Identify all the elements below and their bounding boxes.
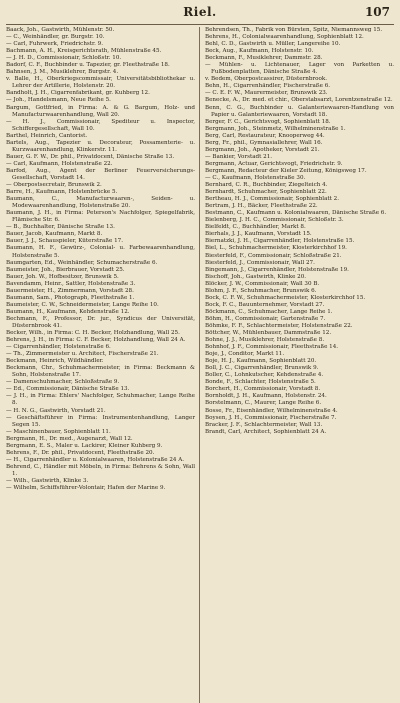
directory-entry: Bohnhof, J. F., Commissionair, Fleethstraße 14. — [205, 344, 339, 351]
directory-entry: Bechmann, F., Professor, Dr. jur., Syndicus der Universität, Düsternbrook 41. — [6, 315, 195, 329]
directory-entry: Bergmann, H., Dr. med., Augenarzt, Wall 12. — [6, 435, 133, 442]
directory-entry: Bartels, Aug., Tapezier u. Decorateur, Possamenterie- u. Kurzwaarenhandlung, Klinkerstr. 11. — [6, 139, 195, 153]
directory-entry: Behrens, F., Dr. phil., Privatdocent, Fleethstraße 20. — [6, 449, 155, 456]
directory-entry: Bock, F. C., Bauunternehmer, Vorstadt 27. — [205, 301, 325, 308]
directory-entry: — Maschinenbauer, Sophienblatt 11. — [6, 428, 111, 435]
directory-columns — [6, 25, 394, 703]
directory-entry: Bischoff, Joh., Gastwirth, Klinke 20. — [205, 273, 307, 280]
directory-entry: Bauer, Jacob, Kaufmann, Markt 8. — [6, 231, 103, 238]
directory-entry: Boje, H. J., Kaufmann, Sophienblatt 20. — [205, 358, 317, 365]
directory-entry: Boysen, J. H., Commissionair, Fischerstraße 7. — [205, 414, 337, 421]
directory-entry: Brandt, Carl, Architect, Sophienblatt 24 A. — [205, 428, 327, 435]
directory-entry: Borchert, H., Commissionair, Vorstadt 8. — [205, 386, 321, 393]
directory-entry: — Cigarrenhändler, Holstenstraße 6. — [6, 344, 111, 351]
directory-entry: Baumann, H. F., Gewürz-, Colonial- u. Farbewaarenhandlung, Holstenstraße 5. — [6, 245, 195, 259]
directory-entry: v. Bedem, Oberpostcassirer, Düsternbrook. — [205, 76, 327, 83]
directory-entry: Bauer, Joh. W., Hofbesitzer, Brunswik 5. — [6, 273, 119, 280]
directory-entry: Böhmke, F. F., Schlachtermeister, Holstenstraße 22. — [205, 322, 353, 329]
page-header — [6, 0, 394, 25]
directory-entry: Böttcher, W., Mühlenbauer, Dammstraße 12. — [205, 330, 332, 337]
directory-entry: Bauer, J. J., Schauspieler, Küterstraße 17. — [6, 238, 123, 245]
directory-entry: Baumann, J. H., in Firma: Peterson's Nachfolger, Spiegelfabrik, Flämische Str. 6. — [6, 210, 195, 224]
directory-entry: Benecke, A., Dr. med. et chir., Oberstabsarzt, Lorentzenstraße 12. — [205, 97, 393, 104]
directory-entry: — J. H. D., Commissionair, Schloßstr. 10. — [6, 55, 122, 62]
directory-entry: Biel, L., Schuhmachermeister, Klosterkirchhof 19. — [205, 245, 347, 252]
directory-entry: Bestmann, C., Kaufmann u. Kolonialwaaren, Dänische Straße 6. — [205, 210, 387, 217]
directory-entry: Baumgarten, Ed., Weinhändler, Schumacherstraße 6. — [6, 259, 158, 266]
directory-entry: Beckmann, F., Musiklehrer, Dammstr. 28. — [205, 55, 323, 62]
left-column — [6, 27, 200, 703]
directory-entry: — B., Buchhalter, Dänische Straße 13. — [6, 224, 115, 231]
directory-entry: — Wilh., Gastwirth, Klinke 3. — [6, 478, 89, 484]
directory-entry: — Carl, Fuhrwerk, Friedrichstr. 9. — [6, 41, 103, 48]
directory-entry: Biernatzki, J. H., Cigarrenhändler, Holstenstraße 15. — [205, 238, 355, 245]
directory-entry: — Joh., Handelsmann, Neue Reihe 5. — [6, 97, 111, 104]
directory-entry: Berger, F. C., Gerichtsvogt, Sophienblatt 18. — [205, 118, 331, 125]
directory-entry: Bergmann, E. S., Maler u. Lackirer, Kleiner Kuhberg 9. — [6, 442, 163, 449]
directory-entry: Behl, C. D., Gastwirth u. Müller, Langereihe 10. — [205, 41, 341, 48]
directory-entry: Baumeister, Joh., Bierbrauer, Vorstadt 25. — [6, 266, 125, 273]
directory-entry: Behrend, C., Händler mit Möbeln, in Firma: Behrens & Sohn, Wall 1. — [6, 463, 195, 477]
directory-entry: Benn, C. G., Buchbinder u. Galanteriewaaren-Handlung von Papier u. Galanteriewaaren, Vorstadt 18. — [205, 104, 394, 118]
directory-entry: Bertram, J. H., Bäcker, Fleethstraße 22. — [205, 203, 318, 210]
directory-entry: Barre, H., Kaufmann, Holstenbrücke 5. — [6, 189, 118, 196]
directory-entry: Bielenberg, J. H. C., Commissionair, Schloßstr. 3. — [205, 217, 344, 224]
directory-entry: Baumann, Sam., Photograph, Fleethstraße 1. — [6, 294, 135, 301]
directory-entry: Becker, Wilh., in Firma: C. H. Becker, Holzhandlung, Wall 25. — [6, 330, 180, 337]
directory-entry: Bergmann, Redacteur der Kieler Zeitung, Königsweg 17. — [205, 167, 367, 174]
directory-entry: Bernhard, C. R., Buchbinder, Ziegelteich 4. — [205, 182, 328, 189]
directory-entry: — C. E. F. W., Maurermeister, Brunswik 23. — [205, 90, 328, 97]
directory-entry: Biesterfeld, F., Commissionair, Schloßstraße 21. — [205, 252, 342, 259]
directory-entry: — Bankier, Vorstadt 21. — [205, 153, 273, 160]
directory-entry: Bohne, J. J., Musiklehrer, Holstenstraße 8. — [205, 337, 325, 344]
running-title: Riel. — [183, 5, 217, 19]
directory-entry: Boller, C., Lohnkutscher, Kehdenstraße 4. — [205, 372, 324, 379]
directory-entry: Behrens, J. H., in Firma: C. F. Becker, Holzhandlung, Wall 24 A. — [6, 337, 186, 344]
directory-entry: Bingemann, J., Cigarrenhändler, Holstenstraße 19. — [205, 266, 349, 273]
directory-entry: Bauer, G. F. W., Dr. phil., Privatdocent, Dänische Straße 13. — [6, 153, 175, 160]
directory-entry: Bernhardt, Schuhmacher, Sophienblatt 22. — [205, 189, 327, 196]
directory-entry: Behn, H., Cigarrenhändler, Fischerstraße 6. — [205, 83, 331, 90]
directory-entry: Bahnsen, J. M., Musiklehrer, Burgstr. 4. — [6, 69, 119, 76]
directory-entry: Bachmann, A. H., Kreisgerichtsrath, Mühlenstraße 45. — [6, 48, 162, 55]
page-number: 107 — [364, 5, 390, 19]
directory-entry: Bertheau, H. J., Commissionair, Sophienblatt 2. — [205, 196, 340, 203]
directory-entry: Baack, Joh., Gastwirth, Mühlenstr. 50. — [6, 27, 115, 33]
directory-entry: — Geschäftsführer in Firma: Instrumentenhandlung, Langer Segen 15. — [6, 414, 195, 428]
directory-entry: Biesterfeld, J., Commissionair, Wall 27. — [205, 259, 315, 266]
directory-entry: Boje, J., Conditor, Markt 11. — [205, 351, 285, 358]
directory-entry: Borstelmann, C., Maurer, Lange Reihe 6. — [205, 400, 322, 407]
directory-entry: Bielfeldt, C., Buchhändler, Markt 8. — [205, 224, 306, 231]
directory-entry: Bandholt, J. H., Cigarrenfabrikant, gr. Kuhberg 12. — [6, 90, 150, 97]
directory-entry: Böckmann, C., Schuhmacher, Lange Reihe 1. — [205, 308, 333, 315]
directory-entry: Bracker, J. F., Schlachtermeister, Wall 13. — [205, 421, 323, 428]
directory-entry: Berg, Carl, Restaurateur, Knooperweg 44. — [205, 132, 325, 139]
directory-entry: Blohm, J. F., Schuhmacher, Brunswik 6. — [205, 287, 317, 294]
directory-entry: Baumeister, C. W., Schneidermeister, Lange Reihe 10. — [6, 301, 159, 308]
right-column — [205, 27, 394, 703]
directory-entry: Beckmann, Heinrich, Wildhändler. — [6, 358, 104, 365]
directory-entry: Bock, C. F. W., Schuhmachermeister, Klosterkirchhof 15. — [205, 294, 366, 301]
directory-entry: Bornholdt, J. H., Kaufmann, Holstenstr. 24. — [205, 393, 327, 400]
directory-entry: — H., Cigarrenhändler u. Kolonialwaaren, Holstenstraße 24 A. — [6, 456, 185, 463]
directory-entry: Bavendamm, Heinr., Sattler, Holstenstraße 3. — [6, 280, 136, 287]
directory-entry: Barfod, Aug., Agent der Berliner Feuerversicherungs-Gesellschaft, Vorstadt 14. — [6, 167, 195, 181]
directory-entry: Boll, J. C., Cigarrenhändler, Brunswik 9. — [205, 365, 319, 372]
directory-entry: Behrendsen, Th., Fabrik von Bürsten, Spitz, Niemannsweg 15. — [205, 27, 383, 33]
directory-entry: Behrens, H., Colonialwaarenhandlung, Sophienblatt 12. — [205, 34, 364, 41]
directory-entry: Bergmann, Joh., Apotheker, Vorstadt 21. — [205, 146, 320, 153]
directory-entry: Badorf, C. F., Buchbinder u. Tapezier, gr. Fleethstraße 18. — [6, 62, 170, 69]
directory-entry: Berg, Fr., phil., Gymnasiallehrer, Wall 16. — [205, 139, 323, 146]
directory-entry: — Damenschuhmacher, Schloßstraße 9. — [6, 379, 120, 386]
directory-entry: — Wilhelm, Schiffsführer-Volontair, Hafen der Marine 9. — [6, 485, 166, 492]
directory-entry: Bergmann, Joh., Steinmetz, Wilhelminenstraße 1. — [205, 125, 346, 132]
directory-entry: Böhm, H., Commissionair, Gartenstraße 7. — [205, 315, 326, 322]
directory-entry: Bauermeister, H., Zimmermann, Vorstadt 28. — [6, 287, 134, 294]
directory-entry: Beck, Aug., Kaufmann, Holstenstr. 10. — [205, 48, 314, 55]
directory-entry: — H. N. G., Gastwirth, Vorstadt 21. — [6, 407, 106, 414]
directory-entry: Bosse, Fr., Eisenhändler, Wilhelminenstraße 4. — [205, 407, 338, 414]
directory-entry: v. Balle, H., Oberkriegscommissair, Universitätsbibliothekar u. Lehrer der Artillerie, Holstenstr. 20. — [6, 76, 195, 90]
directory-entry: Baumann, C., Manufacturwaaren-, Seiden- u. Modewaarenhandlung, Holstenstraße 20. — [6, 196, 195, 210]
directory-entry: Bierhals, J. J., Kaufmann, Vorstadt 15. — [205, 231, 312, 238]
directory-entry: — C., Weinhändler, gr. Burgstr. 10. — [6, 34, 105, 41]
directory-entry: Beckmann, Chr., Schuhmachermeister, in Firma: Beckmann & Sohn, Holstenstraße 17. — [6, 365, 195, 379]
directory-entry: — Carl, Kaufmann, Holstenstraße 22. — [6, 160, 113, 167]
directory-entry: Baumann, H., Kaufmann, Kehdenstraße 12. — [6, 308, 130, 315]
directory-entry: — J. H., in Firma: Ehlers' Nachfolger, Schuhmacher, Lange Reihe 8. — [6, 393, 195, 407]
directory-entry: — Ed., Commissionair, Dänische Straße 13. — [6, 386, 130, 393]
directory-entry: Bergmann, Actuar, Gerichtsvogt, Friedrichstr. 9. — [205, 160, 343, 167]
directory-entry: — Oberpostsecretair, Brunswik 2. — [6, 182, 102, 189]
directory-entry: Bargum, Gottfried, in Firma: A. & G. Bargum, Holz- und Manufacturwaarenhandlung, Wall 20. — [6, 104, 195, 118]
directory-entry: — C., Kaufmann, Holstenstraße 30. — [205, 174, 306, 181]
directory-entry: Bonde, F., Schlachter, Holstenstraße 5. — [205, 379, 316, 386]
directory-entry: — Th., Zimmermeister u. Architect, Fischerstraße 21. — [6, 351, 159, 358]
directory-entry: Barthel, Heinrich, Cantorist. — [6, 132, 88, 139]
directory-entry: Blöcker, J. W., Commissionair, Wall 30 B. — [205, 280, 320, 287]
directory-entry: — Mühlen- u. Lichtenauer, Lager von Parketten u. Fußbodenplatten, Dänische Straße 4. — [205, 62, 394, 76]
directory-entry: — H. J., Commissionair, Spediteur u. Inspector, Schiffergesellschaft, Wall 10. — [6, 118, 195, 132]
